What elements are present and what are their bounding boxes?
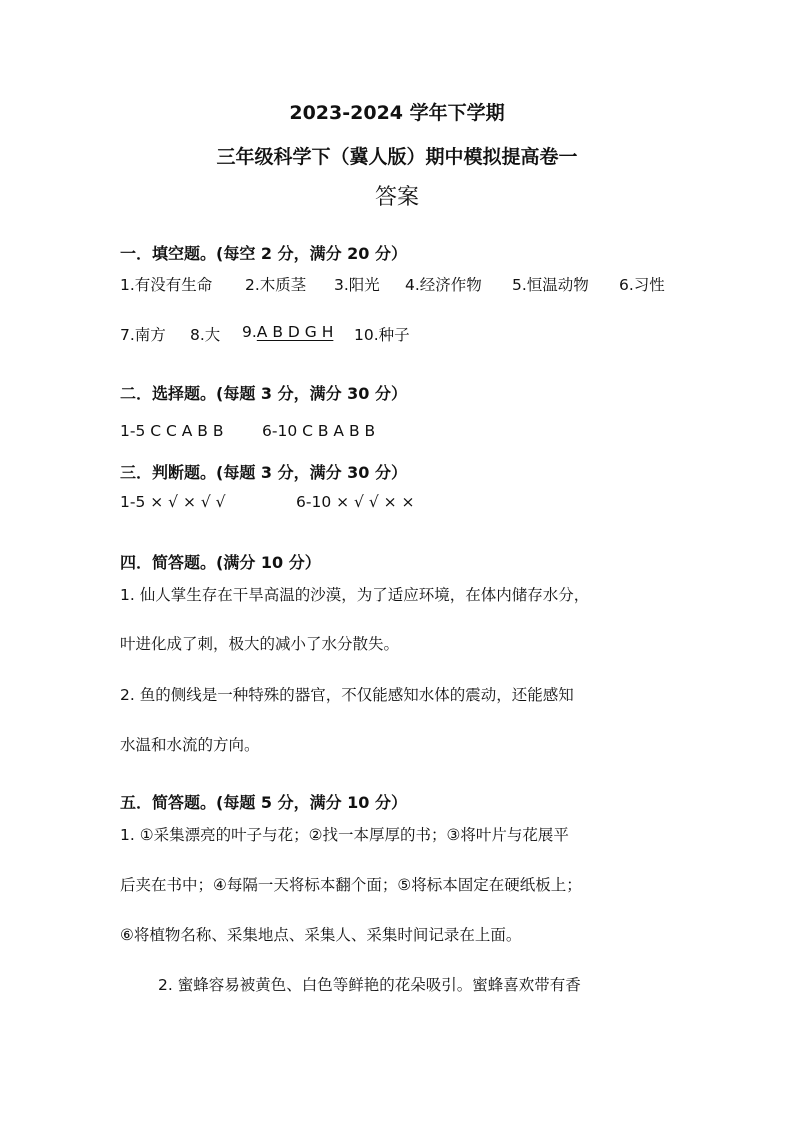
short-answer-line: 2. 鱼的侧线是一种特殊的器官，不仅能感知水体的震动，还能感知 xyxy=(120,686,574,704)
answer-1: 1.有没有生命 xyxy=(120,276,213,294)
short-answer-line: 1. ①采集漂亮的叶子与花；②找一本厚厚的书；③将叶片与花展平 xyxy=(120,826,569,844)
choice-group-2: 6-10 C B A B B xyxy=(262,422,376,440)
judge-group-2: 6-10 × √ √ × × xyxy=(296,493,415,511)
section-3-title: 三．判断题。(每题 3 分，满分 30 分） xyxy=(120,463,407,482)
answer-5: 5.恒温动物 xyxy=(512,276,589,294)
short-answer-line: 水温和水流的方向。 xyxy=(120,736,260,754)
answer-3: 3.阳光 xyxy=(334,276,380,294)
section-5-title: 五．简答题。(每题 5 分，满分 10 分） xyxy=(120,793,407,812)
short-answer-line: 2. 蜜蜂容易被黄色、白色等鲜艳的花朵吸引。蜜蜂喜欢带有香 xyxy=(158,976,581,994)
answer-heading: 答案 xyxy=(374,185,419,210)
answer-9-prefix: 9. xyxy=(242,323,257,341)
year-term-title: 2023-2024 学年下学期 xyxy=(289,102,505,124)
answer-7: 7.南方 xyxy=(120,326,166,344)
choice-group-1: 1-5 C C A B B xyxy=(120,422,224,440)
section-2-title: 二．选择题。(每题 3 分，满分 30 分） xyxy=(120,384,407,403)
short-answer-line: 1. 仙人掌生存在干旱高温的沙漠，为了适应环境，在体内储存水分， xyxy=(120,586,590,604)
short-answer-line: 叶进化成了刺，极大的减小了水分散失。 xyxy=(120,635,400,653)
answer-8: 8.大 xyxy=(190,326,221,344)
section-4-title: 四．简答题。(满分 10 分） xyxy=(120,553,321,572)
section-1-title: 一．填空题。(每空 2 分，满分 20 分） xyxy=(120,244,407,263)
short-answer-line: ⑥将植物名称、采集地点、采集人、采集时间记录在上面。 xyxy=(120,926,522,944)
answer-4: 4.经济作物 xyxy=(405,276,482,294)
judge-group-1: 1-5 × √ × √ √ xyxy=(120,493,226,511)
answer-6: 6.习性 xyxy=(619,276,665,294)
short-answer-line: 后夹在书中；④每隔一天将标本翻个面；⑤将标本固定在硬纸板上； xyxy=(120,876,582,894)
answer-10: 10.种子 xyxy=(354,326,410,344)
answer-9-value: A B D G H xyxy=(256,323,334,341)
exam-title: 三年级科学下（冀人版）期中模拟提高卷一 xyxy=(216,146,578,168)
answer-2: 2.木质茎 xyxy=(245,276,307,294)
answer-9 xyxy=(242,323,333,341)
